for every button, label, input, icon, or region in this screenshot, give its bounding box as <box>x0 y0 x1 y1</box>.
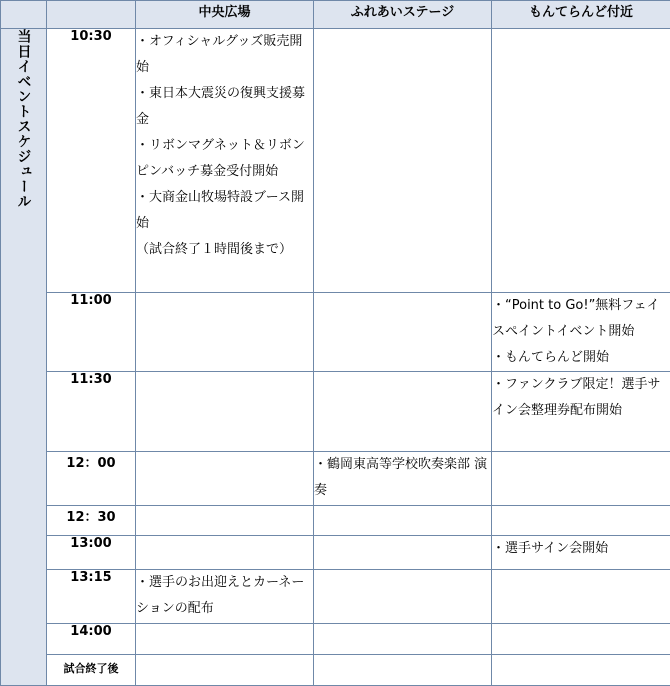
table-row <box>1 506 670 536</box>
table-row <box>1 570 670 624</box>
central-plaza-cell <box>136 293 314 372</box>
monteland-cell <box>492 655 670 686</box>
fureai-stage-cell <box>314 506 492 536</box>
table-row <box>1 293 670 372</box>
event-item: ・大商金山牧場特設ブース開始 <box>136 185 313 237</box>
fureai-stage-cell <box>314 293 492 372</box>
corner-cell <box>1 1 47 29</box>
time-cell: 13:15 <box>47 570 136 624</box>
fureai-stage-cell <box>314 372 492 452</box>
time-cell: 14:00 <box>47 624 136 655</box>
time-cell: 11:00 <box>47 293 136 372</box>
table-row <box>1 655 670 686</box>
table-row <box>1 29 670 293</box>
monteland-cell <box>492 570 670 624</box>
event-item: ・リボンマグネット＆リボンピンバッチ募金受付開始 <box>136 133 313 185</box>
event-item: ・東日本大震災の復興支援募金 <box>136 81 313 133</box>
table-row <box>1 624 670 655</box>
monteland-cell <box>492 536 670 570</box>
time-cell: 12：30 <box>47 506 136 536</box>
event-item: ・ファンクラブ限定！選手サイン会整理券配布開始 <box>492 372 670 424</box>
event-item: ・鶴岡東高等学校吹奏楽部 演奏 <box>314 452 491 504</box>
table-row <box>1 452 670 506</box>
central-plaza-cell <box>136 624 314 655</box>
time-cell: 試合終了後 <box>47 655 136 686</box>
side-label: 当日イベントスケジュール <box>14 29 34 209</box>
central-plaza-cell <box>136 536 314 570</box>
monteland-cell <box>492 372 670 452</box>
fureai-stage-cell <box>314 655 492 686</box>
fureai-stage-cell <box>314 570 492 624</box>
monteland-cell <box>492 452 670 506</box>
fureai-stage-cell <box>314 536 492 570</box>
table-row <box>1 372 670 452</box>
header-monteland-area: もんてらんど付近 <box>492 1 670 29</box>
header-row <box>1 1 670 29</box>
fureai-stage-cell <box>314 624 492 655</box>
central-plaza-cell <box>136 372 314 452</box>
monteland-cell <box>492 506 670 536</box>
monteland-cell <box>492 293 670 372</box>
central-plaza-cell <box>136 655 314 686</box>
header-central-plaza: 中央広場 <box>136 1 314 29</box>
central-plaza-cell <box>136 452 314 506</box>
event-item: ・オフィシャルグッズ販売開始 <box>136 29 313 81</box>
fureai-stage-cell <box>314 452 492 506</box>
time-cell: 10:30 <box>47 29 136 293</box>
event-note: （試合終了１時間後まで） <box>136 237 313 263</box>
event-item: ・選手サイン会開始 <box>492 536 670 562</box>
time-cell: 12：00 <box>47 452 136 506</box>
monteland-cell <box>492 29 670 293</box>
central-plaza-cell <box>136 29 314 293</box>
time-header-cell <box>47 1 136 29</box>
event-item: ・“Point to Go!”無料フェイスペイントイベント開始 <box>492 293 670 345</box>
side-label-cell <box>1 29 47 686</box>
event-item: ・選手のお出迎えとカーネーションの配布 <box>136 570 313 622</box>
fureai-stage-cell <box>314 29 492 293</box>
header-fureai-stage: ふれあいステージ <box>314 1 492 29</box>
central-plaza-cell <box>136 506 314 536</box>
event-item: ・もんてらんど開始 <box>492 345 670 371</box>
time-cell: 11:30 <box>47 372 136 452</box>
monteland-cell <box>492 624 670 655</box>
central-plaza-cell <box>136 570 314 624</box>
table-row <box>1 536 670 570</box>
time-cell: 13:00 <box>47 536 136 570</box>
